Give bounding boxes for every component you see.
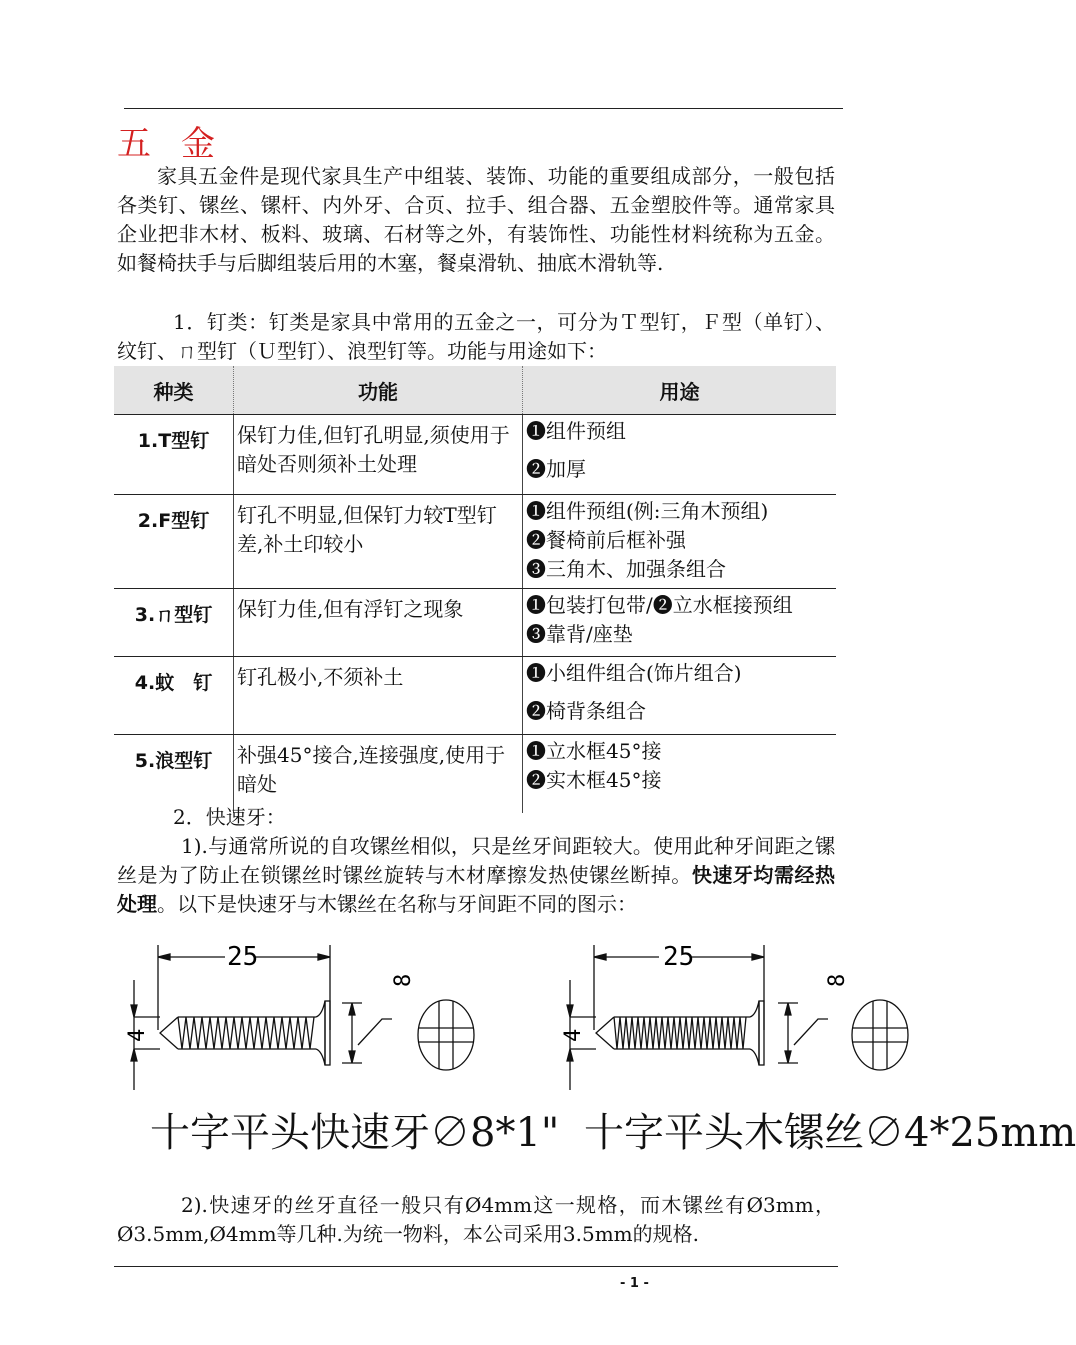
quick-thread-text-b: 。以下是快速牙与木镙丝在名称与牙间距不同的图示： [157,892,637,916]
nail-usage [523,495,837,589]
usage-item: ❷加厚 [526,457,586,481]
usage-item: ❶组件预组 [526,419,626,443]
intro-paragraph [117,162,835,278]
usage-item: ❷椅背条组合 [526,699,646,723]
quick-thread-screw-drawing [120,935,480,1100]
length-dimension: 25 [227,942,259,972]
nail-kind: 5.浪型钉 [134,750,213,772]
table-header-row [114,366,836,415]
diameter-dimension: 4 [125,1028,150,1042]
thread-spec-paragraph [117,1191,835,1249]
nail-function: 钉孔极小,不须补土 [234,657,523,735]
usage-item: ❸三角木、加强条组合 [526,557,726,581]
nail-usage [523,735,837,813]
quick-thread-title [117,803,835,832]
table-row [114,589,836,657]
diameter-dimension: 4 [561,1028,586,1042]
nail-kind: 2.F型钉 [114,495,234,589]
header-rule [124,108,843,109]
thread-spec-text: 2).快速牙的丝牙直径一般只有Ø4mm这一规格，而木镙丝有Ø3mm，Ø3.5mm,Ø4mm等几种.为统一物料，本公司采用3.5mm的规格. [117,1193,835,1246]
nail-function: 保钉力佳,但有浮钉之现象 [234,589,523,657]
length-dimension: 25 [663,942,695,972]
nail-function: 钉孔不明显,但保钉力较T型钉差,补土印较小 [234,495,523,589]
quick-thread-text-a: 1).与通常所说的自攻镙丝相似，只是丝牙间距较大。使用此种牙间距之镙丝是为了防止在锁镙丝时镙丝旋转与木材摩擦发热使镙丝断掉。 [117,834,835,887]
nail-usage [523,589,837,657]
table-row [114,735,836,813]
section-heading: 五金 [117,124,245,164]
usage-item: ❸靠背/座垫 [526,622,633,646]
quick-thread-paragraph [117,832,835,919]
usage-item: ❶包装打包带/❷立水框接预组 [526,593,793,617]
page-number: - 1 - [620,1276,649,1291]
header-kind: 种类 [114,366,234,415]
quick-thread-caption: 十字平头快速牙∅8*1" [150,1110,560,1156]
usage-item: ❶组件预组(例:三角木预组) [526,499,769,523]
nail-usage [523,657,837,735]
nail-kind: 1.T型钉 [114,415,234,495]
quick-thread-title-text: 2．快速牙： [173,805,286,829]
nails-intro-text: 1．钉类：钉类是家具中常用的五金之一，可分为Ｔ型钉，Ｆ型（单钉）、纹钉、ㄇ型钉（Ｕ型钉）、浪型钉等。功能与用途如下： [117,310,835,363]
head-dimension: 8 [391,973,416,987]
header-usage: 用途 [523,366,837,415]
usage-item: ❶小组件组合(饰片组合) [526,661,742,685]
heat-treatment-note: 快速牙均需经热处理 [117,863,836,916]
wood-screw-drawing [556,935,916,1100]
header-function: 功能 [234,366,523,415]
usage-item: ❷餐椅前后框补强 [526,528,686,552]
nail-usage [523,415,837,495]
usage-item: ❷实木框45°接 [526,768,662,792]
table-row [114,657,836,735]
footer-rule [114,1266,838,1267]
nail-kind: 4.蚊 钉 [114,657,234,735]
table-row [114,415,836,495]
wood-screw-caption: 十字平头木镙丝∅4*25mm [584,1110,1076,1156]
nail-types-table [114,366,836,813]
table-row [114,495,836,589]
nails-intro-paragraph [117,308,835,366]
intro-text: 家具五金件是现代家具生产中组装、装饰、功能的重要组成部分，一般包括各类钉、镙丝、镙杆、内外牙、合页、拉手、组合器、五金塑胶件等。通常家具企业把非木材、板料、玻璃、石材等之外，有装饰性、功能性材料统称为五金。如餐椅扶手与后脚组装后用的木塞，餐桌滑轨、抽底木滑轨等. [117,164,835,275]
nail-kind: 3.ㄇ型钉 [114,589,234,657]
nail-function: 补强45°接合,连接强度,使用于暗处 [234,735,523,813]
head-dimension: 8 [825,973,850,987]
usage-item: ❶立水框45°接 [526,739,662,763]
nail-function: 保钉力佳,但钉孔明显,须使用于暗处否则须补土处理 [234,415,523,495]
